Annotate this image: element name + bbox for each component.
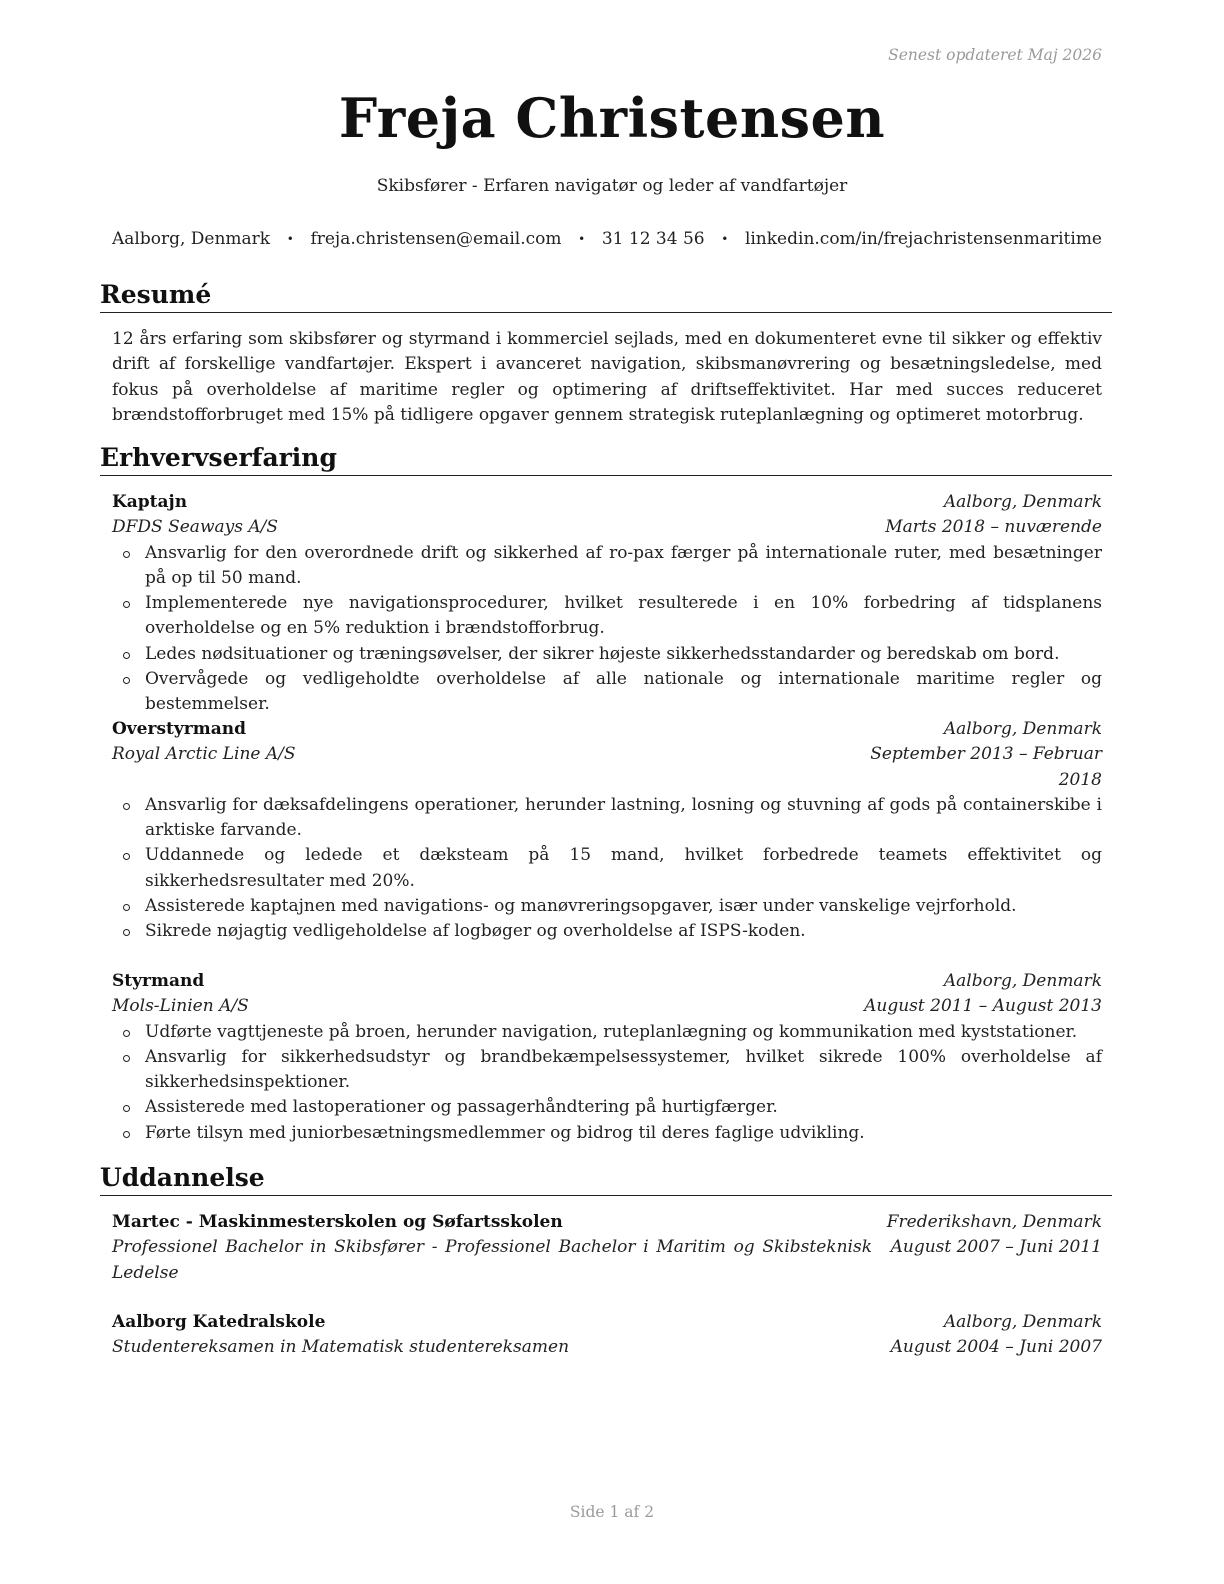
job-bullets	[112, 1020, 1102, 1146]
section-title-summary: Resumé	[100, 280, 1112, 313]
list-item: Uddannede og ledede et dæksteam på 15 mand, hvilket forbedrede teamets effektivitet og sikkerhedsresultater med 20%.	[145, 843, 1102, 894]
contact-linkedin[interactable]: linkedin.com/in/frejachristensenmaritime	[744, 229, 1102, 249]
job-location: Aalborg, Denmark	[943, 719, 1102, 739]
school-name: Aalborg Katedralskole	[112, 1312, 326, 1332]
list-item: Ansvarlig for den overordnede drift og sikkerhed af ro-pax færger på internationale ruter, med besætninger på op til 50 mand.	[145, 541, 1102, 592]
list-item: Ansvarlig for dæksafdelingens operationer, herunder lastning, losning og stuvning af gods på containerskibe i arktiske farvande.	[145, 793, 1102, 844]
school-location: Aalborg, Denmark	[943, 1312, 1102, 1332]
candidate-subtitle: Skibsfører - Erfaren navigatør og leder af vandfartøjer	[376, 176, 848, 196]
separator-bullet: •	[721, 232, 729, 246]
separator-bullet: •	[286, 232, 294, 246]
degree-name: Professionel Bachelor in Skibsfører - Professionel Bachelor i Maritim og Skibsteknisk Ledelse	[112, 1237, 872, 1283]
contact-line	[112, 229, 1102, 249]
summary-text: 12 års erfaring som skibsfører og styrmand i kommerciel sejlads, med en dokumenteret evne til sikker og effektiv drift af forskellige vandfartøjer. Ekspert i avanceret navigation, skibsmanøvrering og besætningsledelse, med fokus på overholdelse af maritime regler og optimering af driftseffektivitet. Har med succes reduceret brændstofforbruget med 15% på tidligere opgaver gennem strategisk ruteplanlægning og optimeret motorbrug.	[112, 329, 1102, 425]
list-item: Udførte vagttjeneste på broen, herunder navigation, ruteplanlægning og kommunikation med kyststationer.	[145, 1020, 1102, 1045]
section-title-experience: Erhvervserfaring	[100, 443, 1112, 476]
education-dates: August 2004 – Juni 2007	[890, 1337, 1102, 1358]
page-number: Side 1 af 2	[569, 1503, 655, 1521]
list-item: Implementerede nye navigationsprocedurer, hvilket resulterede i en 10% forbedring af tidsplanens overholdelse og en 5% reduktion i brændstofforbrug.	[145, 591, 1102, 642]
list-item: Assisterede med lastoperationer og passagerhåndtering på hurtigfærger.	[145, 1095, 1102, 1120]
job-bullets	[112, 793, 1102, 945]
contact-phone: 31 12 34 56	[601, 229, 705, 249]
school-name: Martec - Maskinmesterskolen og Søfartsskolen	[112, 1212, 563, 1232]
education-dates: August 2007 – Juni 2011	[890, 1237, 1102, 1258]
job-dates: August 2011 – August 2013	[864, 996, 1102, 1017]
list-item: Assisterede kaptajnen med navigations- og manøvreringsopgaver, især under vanskelige vejrforhold.	[145, 894, 1102, 919]
job-bullets	[112, 541, 1102, 718]
candidate-name: Freja Christensen	[338, 86, 886, 150]
job-company: DFDS Seaways A/S	[112, 517, 279, 538]
school-location: Frederikshavn, Denmark	[886, 1212, 1102, 1232]
job-title: Overstyrmand	[112, 719, 246, 739]
list-item: Ansvarlig for sikkerhedsudstyr og brandbekæmpelsessystemer, hvilket sikrede 100% overholdelse af sikkerhedsinspektioner.	[145, 1045, 1102, 1096]
job-dates: September 2013 – Februar 2018	[870, 744, 1102, 790]
degree-name: Studentereksamen in Matematisk studentereksamen	[112, 1337, 570, 1358]
education-entry	[112, 1210, 1102, 1286]
job-location: Aalborg, Denmark	[943, 971, 1102, 991]
job-company: Mols-Linien A/S	[112, 996, 249, 1017]
list-item: Sikrede nøjagtig vedligeholdelse af logbøger og overholdelse af ISPS-koden.	[145, 919, 1102, 944]
job-dates: Marts 2018 – nuværende	[885, 517, 1102, 538]
contact-email[interactable]: freja.christensen@email.com	[310, 229, 562, 249]
contact-location: Aalborg, Denmark	[112, 229, 271, 249]
job-title: Kaptajn	[112, 492, 188, 512]
section-title-education: Uddannelse	[100, 1163, 1112, 1196]
list-item: Førte tilsyn med juniorbesætningsmedlemmer og bidrog til deres faglige udvikling.	[145, 1121, 1102, 1146]
job-entry	[112, 969, 1102, 1146]
job-entry	[112, 490, 1102, 718]
job-title: Styrmand	[112, 971, 205, 991]
separator-bullet: •	[578, 232, 586, 246]
job-entry	[112, 717, 1102, 945]
job-company: Royal Arctic Line A/S	[112, 744, 296, 765]
education-entry	[112, 1310, 1102, 1361]
job-location: Aalborg, Denmark	[943, 492, 1102, 512]
list-item: Overvågede og vedligeholdte overholdelse af alle nationale og internationale maritime regler og bestemmelser.	[145, 667, 1102, 718]
list-item: Ledes nødsituationer og træningsøvelser, der sikrer højeste sikkerhedsstandarder og beredskab om bord.	[145, 642, 1102, 667]
last-updated: Senest opdateret Maj 2026	[888, 46, 1102, 64]
